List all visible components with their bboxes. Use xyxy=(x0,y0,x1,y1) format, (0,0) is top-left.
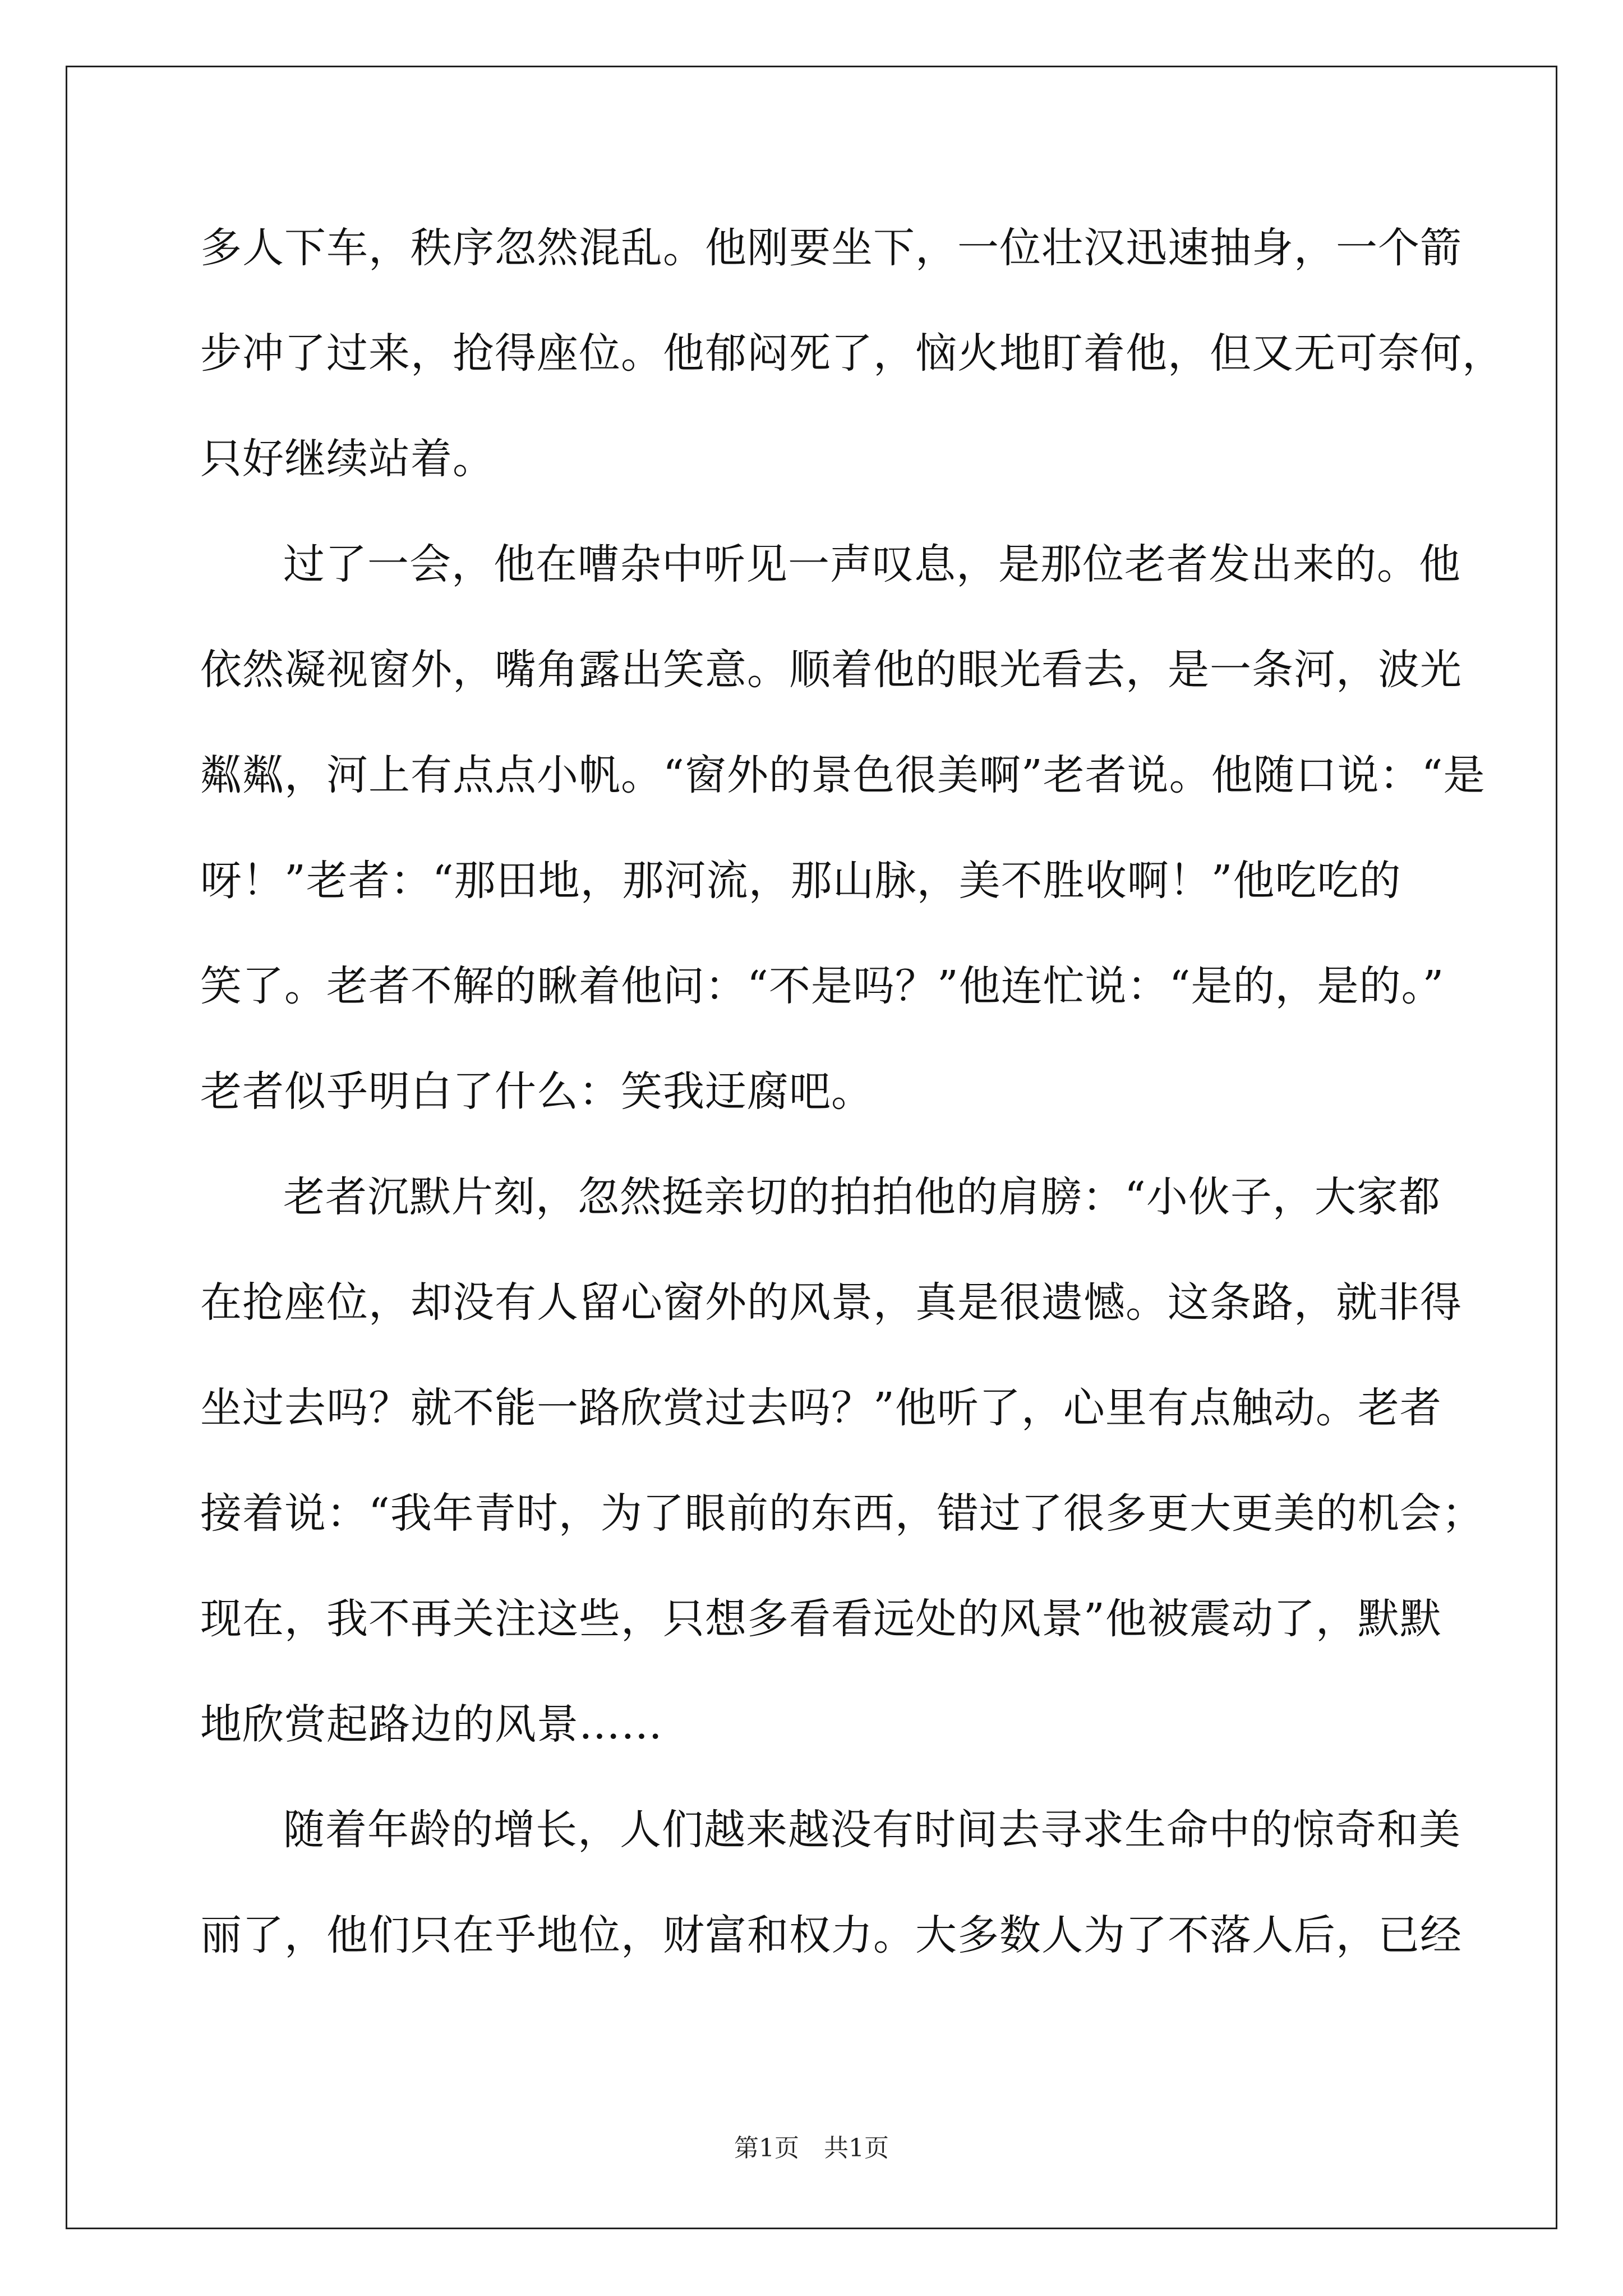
text-line: 呀！”老者：“那田地，那河流，那山脉，美不胜收啊！”他吃吃的 xyxy=(200,857,1401,905)
page-border xyxy=(66,66,1557,2229)
paragraph-first-line: 老者沉默片刻，忽然挺亲切的拍拍他的肩膀：“小伙子，大家都 xyxy=(283,1173,1441,1221)
text-line: 多人下车，秩序忽然混乱。他刚要坐下，一位壮汉迅速抽身，一个箭 xyxy=(200,224,1462,272)
text-line: 依然凝视窗外，嘴角露出笑意。顺着他的眼光看去，是一条河，波光 xyxy=(200,646,1462,694)
paragraph-first-line: 过了一会，他在嘈杂中听见一声叹息，是那位老者发出来的。他 xyxy=(283,540,1461,588)
text-line: 老者似乎明白了什么：笑我迂腐吧。 xyxy=(200,1068,873,1116)
text-line: 在抢座位，却没有人留心窗外的风景，真是很遗憾。这条路，就非得 xyxy=(200,1278,1462,1327)
text-line: 接着说：“我年青时，为了眼前的东西，错过了很多更大更美的机会； xyxy=(200,1489,1484,1538)
paragraph-first-line: 随着年龄的增长，人们越来越没有时间去寻求生命中的惊奇和美 xyxy=(283,1806,1461,1854)
text-line: 笑了。老者不解的瞅着他问：“不是吗？”他连忙说：“是的，是的。” xyxy=(200,962,1445,1010)
text-line: 现在，我不再关注这些，只想多看看远处的风景”他被震动了，默默 xyxy=(200,1595,1442,1643)
text-line: 地欣赏起路边的风景…… xyxy=(200,1700,663,1749)
text-line: 丽了，他们只在乎地位，财富和权力。大多数人为了不落人后，已经 xyxy=(200,1911,1462,1959)
text-line: 只好继续站着。 xyxy=(200,435,495,483)
page-footer: 第1页 共1页 xyxy=(734,2134,889,2162)
text-line: 步冲了过来，抢得座位。他郁闷死了，恼火地盯着他，但又无可奈何， xyxy=(200,329,1504,378)
text-line: 粼粼，河上有点点小帆。“窗外的景色很美啊”老者说。他随口说：“是 xyxy=(200,751,1486,799)
text-line: 坐过去吗？就不能一路欣赏过去吗？”他听了，心里有点触动。老者 xyxy=(200,1384,1442,1432)
